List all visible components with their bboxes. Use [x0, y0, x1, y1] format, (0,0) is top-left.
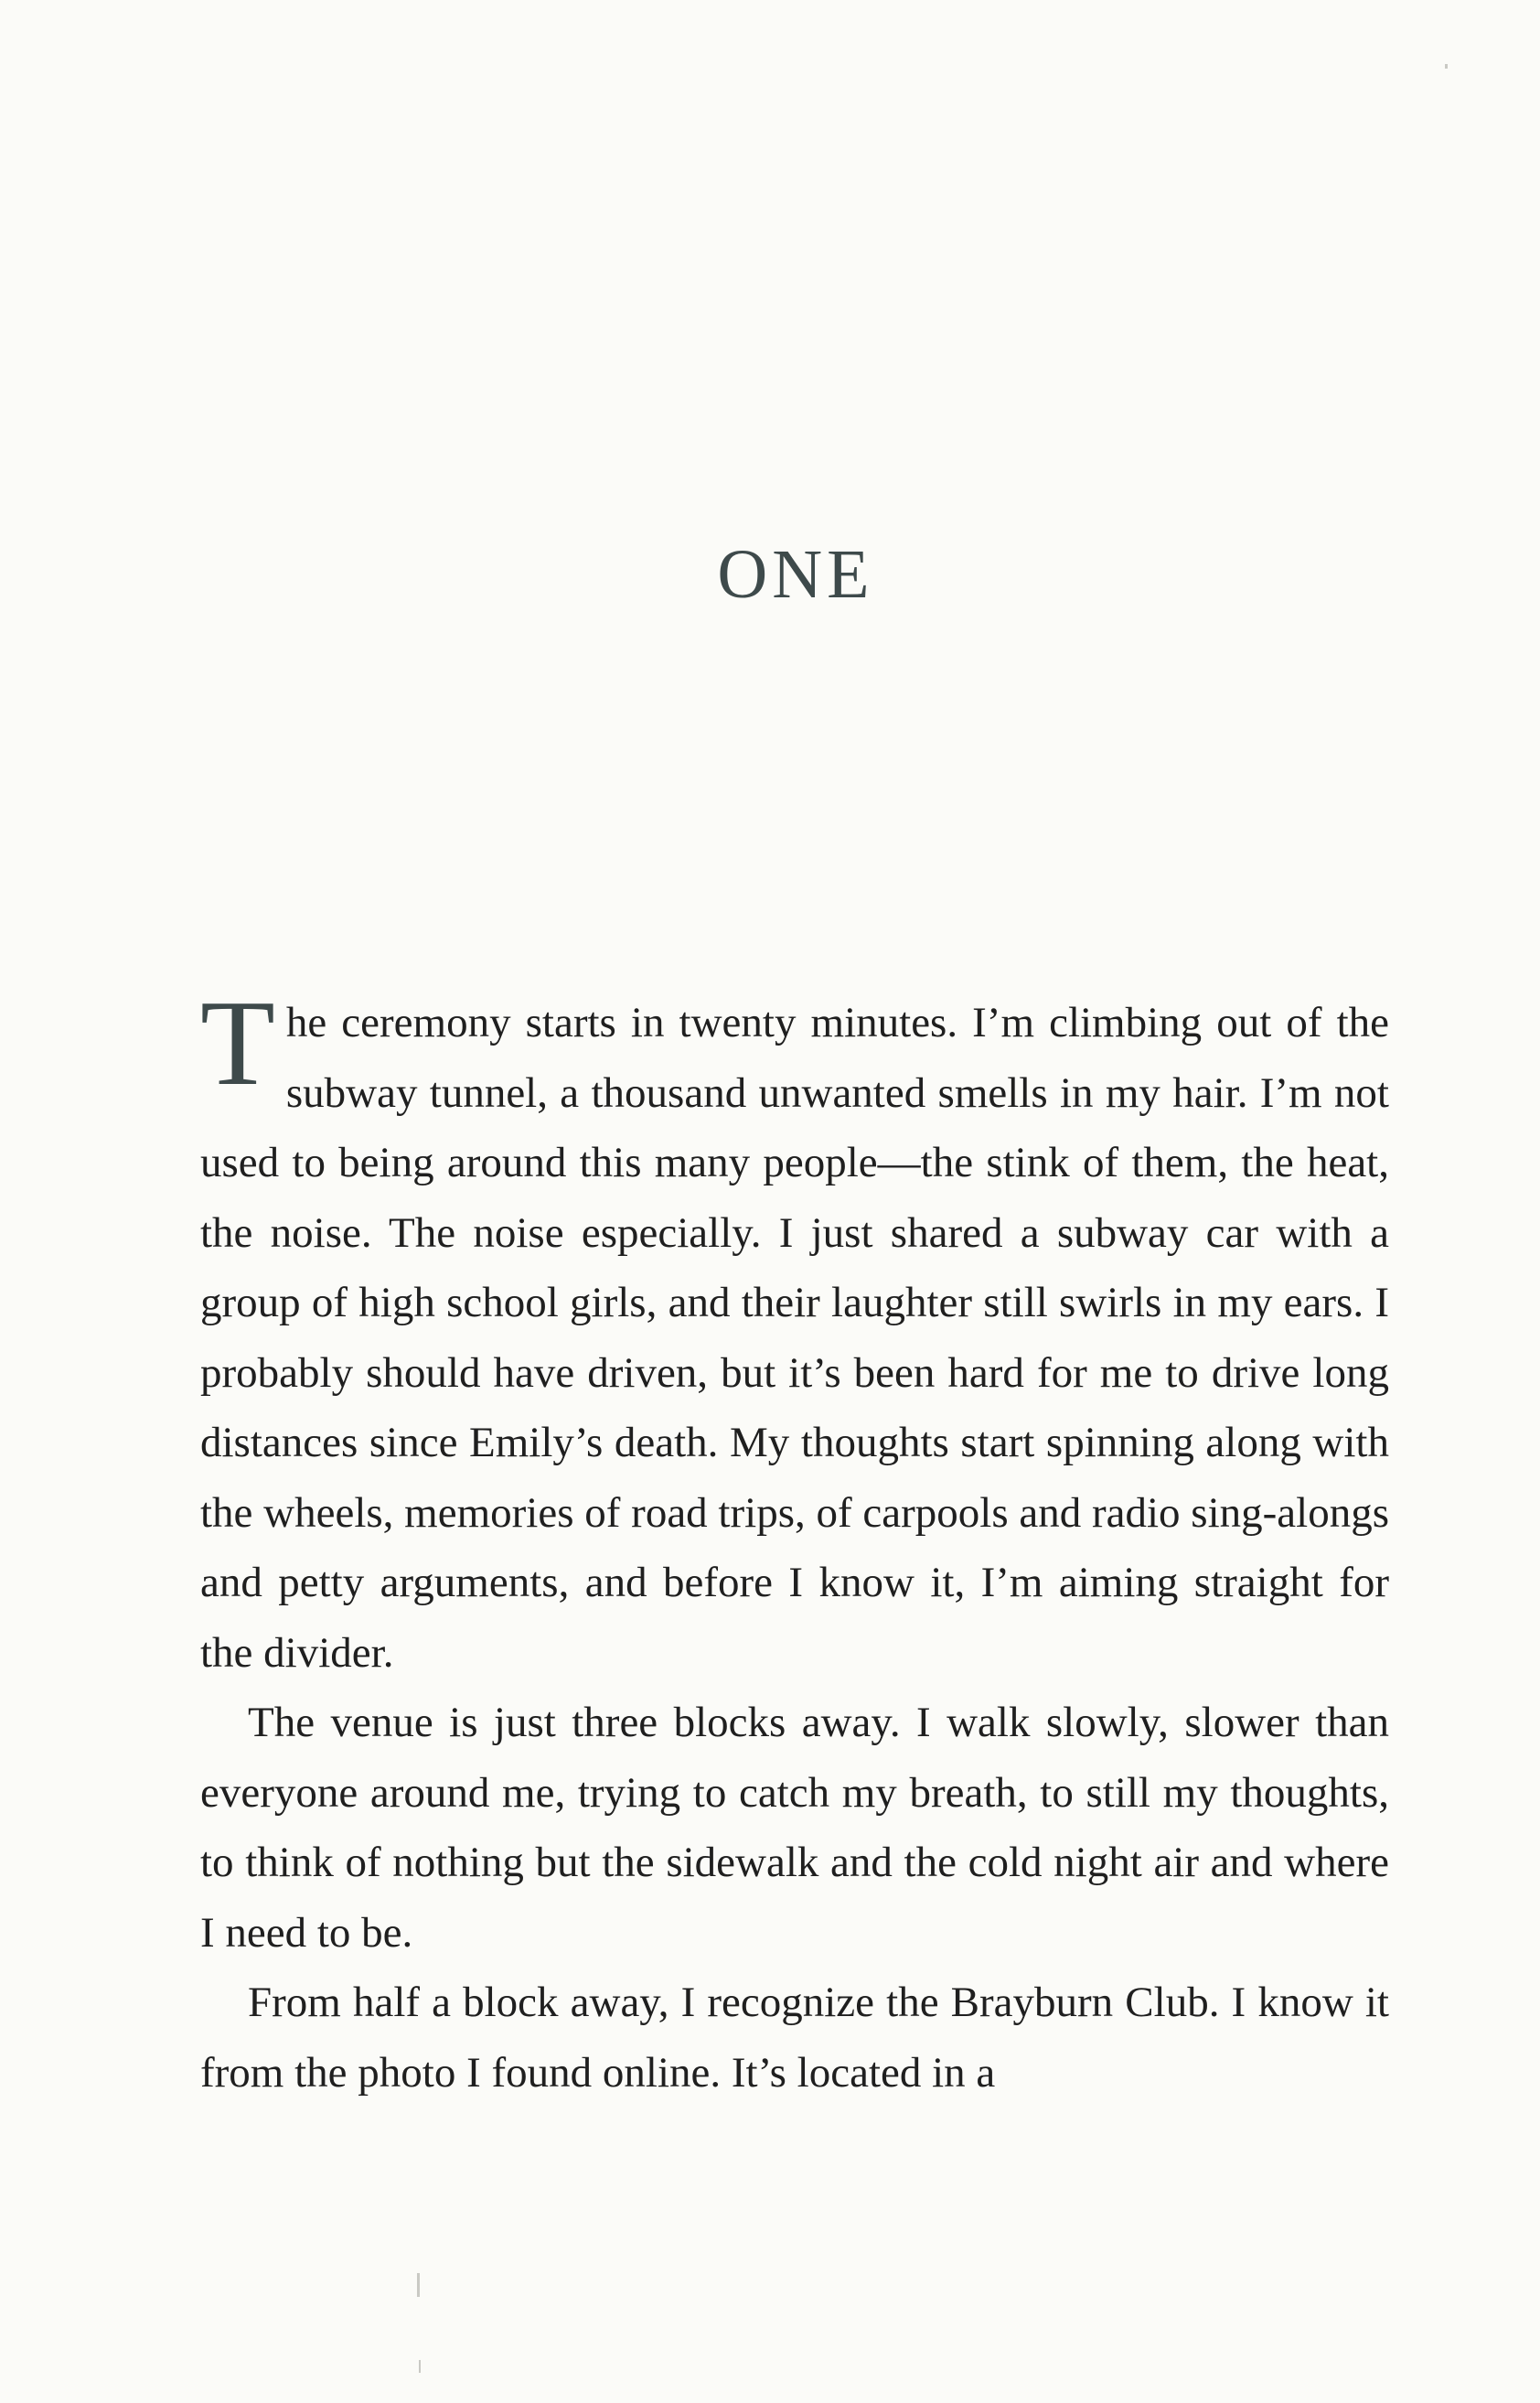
- scan-speck: [419, 2360, 421, 2373]
- paragraph-1: [200, 975, 1390, 1688]
- paragraph-2: The venue is just three blocks away. I walk slowly, slower than everyone around me, trying to catch my breath, to still my thoughts, to think of nothing but the sidewalk and the cold night air and where I need to be.: [200, 1699, 1389, 1957]
- drop-cap: T: [200, 975, 275, 1110]
- chapter-title: ONE: [717, 536, 874, 613]
- paragraph-3: From half a block away, I recognize the Brayburn Club. I know it from the photo I found online. It’s located in a: [200, 1979, 1389, 2097]
- paragraph-1-text: he ceremony starts in twenty minutes. I’m climbing out of the subway tunnel, a thousand unwanted smells in my hair. I’m not used to being around this many people—the stink of them, the heat, the noise. The noise especially. I just shared a subway car with a group of high school girls, and their laughter still swirls in my ears. I probably should have driven, but it’s been hard for me to drive long distances since Emily’s death. My thoughts start spinning along with the wheels, memories of road trips, of carpools and radio sing-alongs and petty arguments, and before I know it, I’m aiming straight for the divider.: [200, 999, 1390, 1677]
- scan-speck: [1445, 64, 1448, 69]
- chapter-body: [200, 975, 1390, 2108]
- scan-speck: [417, 2273, 420, 2297]
